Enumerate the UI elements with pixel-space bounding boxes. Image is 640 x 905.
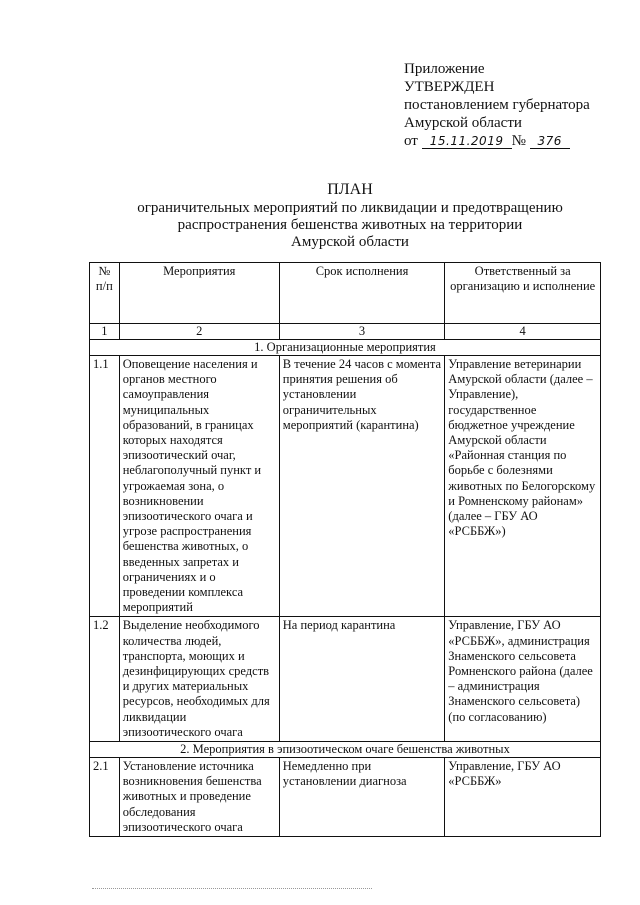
column-index: 3 — [279, 324, 445, 340]
document-title — [110, 181, 590, 251]
table-row — [90, 758, 601, 837]
approval-date-line — [404, 132, 624, 150]
title-line-3: распространения бешенства животных на территории — [177, 217, 523, 233]
row-num: 2.1 — [90, 758, 120, 837]
column-index: 4 — [445, 324, 601, 340]
approval-approved: УТВЕРЖДЕН — [404, 79, 495, 95]
approval-number: 376 — [530, 134, 570, 149]
row-activity: Выделение необходимого количества людей, транспорта, моющих и дезинфицирующих средств и других материальных ресурсов, необходимых для ликвидации эпизоотического очага — [119, 617, 279, 742]
row-activity: Оповещение населения и органов местного самоуправления муниципальных образований, в границах которых находятся эпизоотический очаг, неблагополучный пункт и угрожаемая зона, о возникновении эпизоотического очага и угрозе распространения бешенства животных, о введенных запретах и ограничениях и о проведении комплекса мероприятий — [119, 356, 279, 617]
section-row — [90, 742, 601, 758]
header-num: № п/п — [90, 263, 120, 324]
row-responsible: Управление ветеринарии Амурской области (далее – Управление), государственное бюджетное учреждение Амурской области «Районная станция по борьбе с болезнями животных по Белогорскому и Ромненскому районам» (далее – ГБУ АО «РСББЖ») — [445, 356, 601, 617]
row-num: 1.1 — [90, 356, 120, 617]
approval-from-label: от — [404, 133, 418, 149]
plan-table — [89, 262, 601, 837]
table-header-row — [90, 263, 601, 324]
approval-decree: постановлением губернатора — [404, 97, 590, 113]
header-term: Срок исполнения — [279, 263, 445, 324]
section-title: 1. Организационные мероприятия — [90, 340, 601, 356]
approval-number-sign: № — [511, 133, 526, 149]
approval-date: 15.11.2019 — [422, 134, 512, 149]
row-term: Немедленно при установлении диагноза — [279, 758, 445, 837]
row-responsible: Управление, ГБУ АО «РСББЖ», администрация Знаменского сельсовета Ромненского района (далее – администрация Знаменского сельсовета) (по согласованию) — [445, 617, 601, 742]
row-num: 1.2 — [90, 617, 120, 742]
row-responsible: Управление, ГБУ АО «РСББЖ» — [445, 758, 601, 837]
approval-block — [404, 60, 624, 150]
row-term: На период карантина — [279, 617, 445, 742]
header-responsible: Ответственный за организацию и исполнение — [445, 263, 601, 324]
table-row — [90, 617, 601, 742]
title-line-4: Амурской области — [291, 234, 409, 250]
approval-appendix: Приложение — [404, 61, 485, 77]
row-activity: Установление источника возникновения бешенства животных и проведение обследования эпизоотического очага — [119, 758, 279, 837]
title-plan: ПЛАН — [327, 181, 373, 198]
title-line-2: ограничительных мероприятий по ликвидации и предотвращению — [137, 200, 563, 216]
column-index: 2 — [119, 324, 279, 340]
column-index-row — [90, 324, 601, 340]
approval-region: Амурской области — [404, 115, 522, 131]
section-title: 2. Мероприятия в эпизоотическом очаге бешенства животных — [90, 742, 601, 758]
row-term: В течение 24 часов с момента принятия решения об установлении ограничительных мероприятий (карантина) — [279, 356, 445, 617]
section-row — [90, 340, 601, 356]
header-activity: Мероприятия — [119, 263, 279, 324]
table-row — [90, 356, 601, 617]
scan-artifact-line — [92, 888, 372, 889]
column-index: 1 — [90, 324, 120, 340]
